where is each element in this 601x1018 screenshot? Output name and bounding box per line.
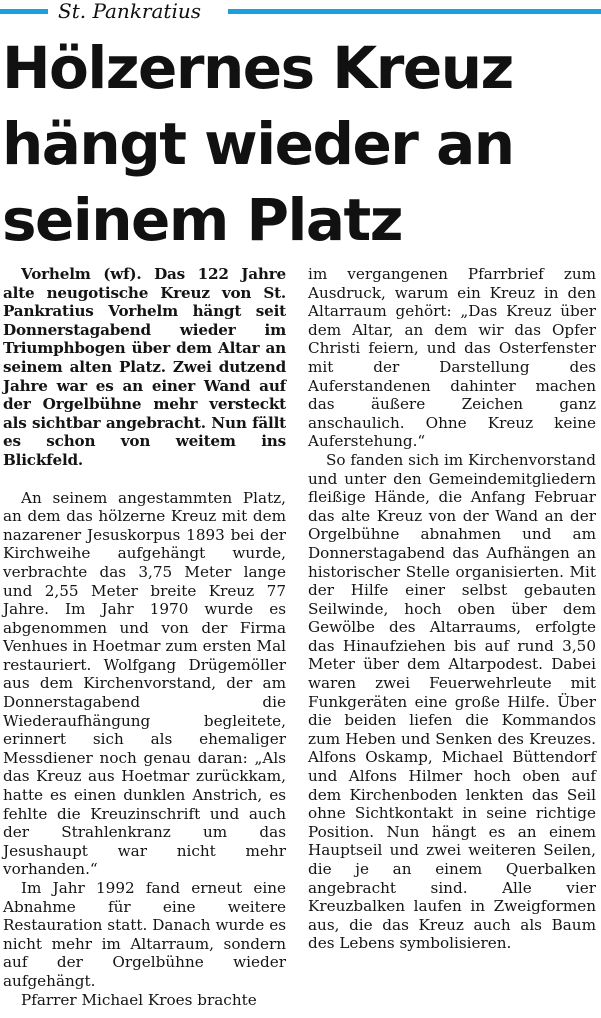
article-paragraph-3-start: Pfarrer Michael Kroes brachte [21,990,257,1009]
article-paragraph-3-end: im vergangenen Pfarrbrief zum Ausdruck, warum ein Kreuz in den Altarraum gehört: „Das Kreuz über dem Altar, an dem wir das Opfer Christi feiern, und das Osterfenster mit der Darstellung des Auferstandenen dahinter machen das äußere Zeichen ganz anschaulich. Ohne Kreuz keine Auferstehung.“ [308,265,596,451]
article-paragraph-1: An seinem angestammten Platz, an dem das hölzerne Kreuz mit dem nazarener Jesuskorpus 1893 bei der Kirchweihe aufgehängt wurde, verbrachte das 3,75 Meter lange und 2,55 Meter breite Kreuz 77 Jahre. Im Jahr 1970 wurde es abgenommen und von der Firma Venhues in Hoetmar zum ersten Mal restauriert. Wolfgang Drügemöller aus dem Kirchenvorstand, der am Donnerstagabend die Wiederaufhängung begleitete, erinnert sich als ehemaliger Messdiener noch genau daran: „Als das Kreuz aus Hoetmar zurückkam, hatte es einen dunklen Anstrich, es fehlte die Kreuzinschrift und auch der Strahlenkranz um das Jesushaupt war nicht mehr vorhanden.“ [3,488,286,879]
article-column-left [3,265,286,1009]
article-paragraph-4: So fanden sich im Kirchenvorstand und unter den Gemeindemitgliedern fleißige Hände, die Anfang Februar das alte Kreuz von der Wand an der Orgelbühne abnahmen und am Donnerstagabend das Aufhängen an historischer Stelle organisierten. Mit der Hilfe einer selbst gebauten Seilwinde, hoch oben über dem Gewölbe des Altarraums, erfolgte das Hinaufziehen bis auf rund 3,50 Meter über dem Altarpodest. Dabei waren zwei Feuerwehrleute mit Funkgeräten eine große Hilfe. Über die beiden liefen die Kommandos zum Heben und Senken des Kreuzes. Alfons Oskamp, Michael Büttendorf und Alfons Hilmer hoch oben auf dem Kirchenboden lenkten das Seil ohne Sichtkontakt in seine richtige Position. Nun hängt es an einem Hauptseil und zwei weiteren Seilen, die je an einem Querbalken angebracht sind. Alle vier Kreuzbalken laufen in Zweigformen aus, die das Kreuz auch als Baum des Lebens symbolisieren. [308,450,596,953]
article-lead: Vorhelm (wf). Das 122 Jahre alte neugotische Kreuz von St. Pankratius Vorhelm hängt seit Donnerstagabend wieder im Triumphbogen über dem Altar an seinem alten Platz. Zwei dutzend Jahre war es an einer Wand auf der Orgelbühne mehr versteckt als sichtbar angebracht. Nun fällt es schon von weitem ins Blickfeld. [3,265,286,469]
article-column-right [308,265,596,953]
headline [2,30,601,258]
kicker-rule-left [0,9,48,14]
kicker-rule-right [228,9,601,14]
kicker-label: St. Pankratius [58,0,201,23]
kicker-bar [0,0,601,24]
article-paragraph-2: Im Jahr 1992 fand erneut eine Abnahme für eine weitere Restauration statt. Danach wurde es nicht mehr im Altarraum, sondern auf der Orgelbühne wieder aufgehängt. [3,879,286,990]
headline-line-3: seinem Platz [2,186,403,254]
headline-line-1: Hölzernes Kreuz [2,34,513,102]
headline-line-2: hängt wieder an [2,110,514,178]
